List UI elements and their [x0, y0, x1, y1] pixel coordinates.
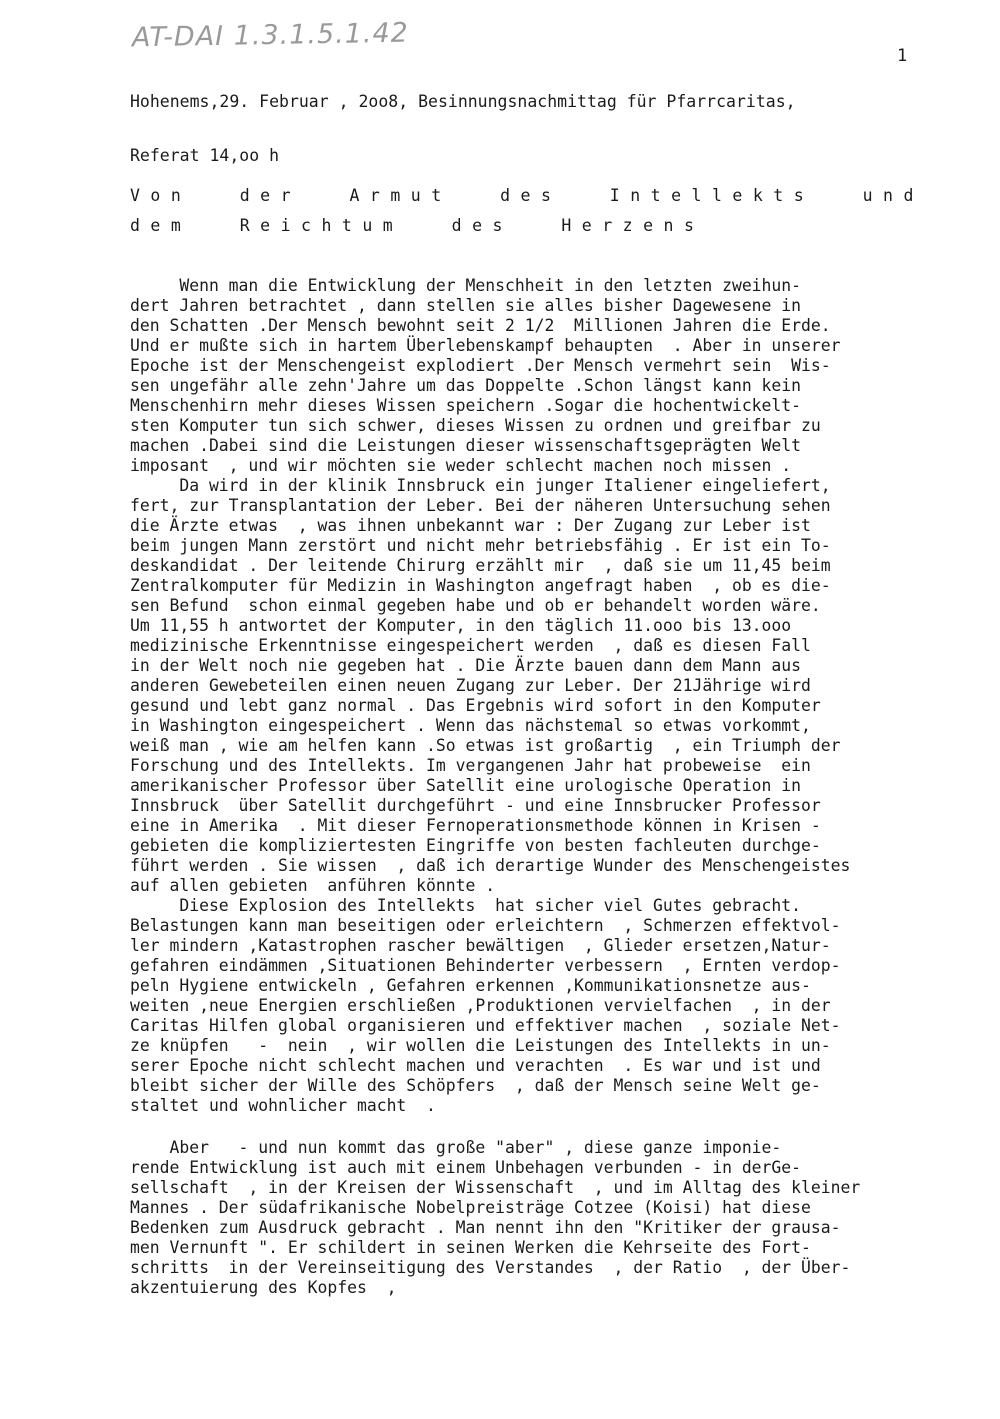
text-line: imposant , und wir möchten sie weder schlecht machen noch missen . — [130, 456, 792, 475]
text-line: sellschaft , in der Kreisen der Wissenschaft , und im Alltag des kleiner — [130, 1178, 861, 1197]
text-line: fert, zur Transplantation der Leber. Bei der näheren Untersuchung sehen — [130, 496, 831, 515]
body-text-block-2 — [130, 1138, 990, 1298]
text-line: Epoche ist der Menschengeist explodiert .Der Mensch vermehrt sein Wis- — [130, 356, 831, 375]
text-line: sen ungefähr alle zehn'Jahre um das Doppelte .Schon längst kann kein — [130, 376, 802, 395]
text-line: schritts in der Vereinseitigung des Verstandes , der Ratio , der Über- — [130, 1258, 851, 1277]
text-line: die Ärzte etwas , was ihnen unbekannt war : Der Zugang zur Leber ist — [130, 516, 811, 535]
text-line: Belastungen kann man beseitigen oder erleichtern , Schmerzen effektvol- — [130, 916, 841, 935]
text-line: sten Komputer tun sich schwer, dieses Wissen zu ordnen und greifbar zu — [130, 416, 821, 435]
text-line: gefahren eindämmen ,Situationen Behinderter verbessern , Ernten verdop- — [130, 956, 841, 975]
text-line: dert Jahren betrachtet , dann stellen sie alles bisher Dagewesene in — [130, 296, 802, 315]
text-line: in Washington eingespeichert . Wenn das nächstemal so etwas vorkommt, — [130, 716, 811, 735]
text-line: Zentralkomputer für Medizin in Washington angefragt haben , ob es die- — [130, 576, 831, 595]
text-line: Aber - und nun kommt das große "aber" , diese ganze imponie- — [130, 1138, 782, 1157]
text-line: anderen Gewebeteilen einen neuen Zugang zur Leber. Der 21Jährige wird — [130, 676, 811, 695]
text-line: in der Welt noch nie gegeben hat . Die Ärzte bauen dann dem Mann aus — [130, 656, 802, 675]
text-line: medizinische Erkenntnisse eingespeichert werden , daß es diesen Fall — [130, 636, 811, 655]
text-line: beim jungen Mann zerstört und nicht mehr betriebsfähig . Er ist ein To- — [130, 536, 831, 555]
text-line: peln Hygiene entwickeln , Gefahren erkennen ,Kommunikationsnetze aus- — [130, 976, 811, 995]
text-line: ze knüpfen - nein , wir wollen die Leistungen des Intellekts in un- — [130, 1036, 831, 1055]
text-line: Da wird in der klinik Innsbruck ein junger Italiener eingeliefert, — [130, 476, 831, 495]
text-line: Diese Explosion des Intellekts hat sicher viel Gutes gebracht. — [130, 896, 802, 915]
text-line: rende Entwicklung ist auch mit einem Unbehagen verbunden - in derGe- — [130, 1158, 802, 1177]
text-line: men Vernunft ". Er schildert in seinen Werken die Kehrseite des Fort- — [130, 1238, 811, 1257]
text-line: auf allen gebieten anführen könnte . — [130, 876, 496, 895]
title-line-2: dem Reichtum des Herzens — [130, 216, 705, 235]
text-line: serer Epoche nicht schlecht machen und verachten . Es war und ist und — [130, 1056, 821, 1075]
archive-stamp: AT-DAI 1.3.1.5.1.42 — [131, 17, 410, 54]
page-number: 1 — [897, 46, 908, 66]
body-text-block-1 — [130, 276, 990, 1116]
header-line: Hohenems,29. Februar , 2oo8, Besinnungsnachmittag für Pfarrcaritas, — [130, 92, 796, 111]
text-line: bleibt sicher der Wille des Schöpfers , daß der Mensch seine Welt ge- — [130, 1076, 821, 1095]
text-line: gesund und lebt ganz normal . Das Ergebnis wird sofort in den Komputer — [130, 696, 821, 715]
text-line: ler mindern ,Katastrophen rascher bewältigen , Glieder ersetzen,Natur- — [130, 936, 831, 955]
text-line: Mannes . Der südafrikanische Nobelpreisträge Cotzee (Koisi) hat diese — [130, 1198, 811, 1217]
text-line: weiten ,neue Energien erschließen ,Produktionen vervielfachen , in der — [130, 996, 831, 1015]
text-line: führt werden . Sie wissen , daß ich derartige Wunder des Menschengeistes — [130, 856, 851, 875]
text-line: Caritas Hilfen global organisieren und effektiver machen , soziale Net- — [130, 1016, 841, 1035]
text-line: staltet und wohnlicher macht . — [130, 1096, 436, 1115]
lecture-time: Referat 14,oo h — [130, 146, 280, 165]
text-line: Menschenhirn mehr dieses Wissen speichern .Sogar die hochentwickelt- — [130, 396, 802, 415]
text-line: amerikanischer Professor über Satellit eine urologische Operation in — [130, 776, 802, 795]
text-line: weiß man , wie am helfen kann .So etwas ist großartig , ein Triumph der — [130, 736, 841, 755]
text-line: Wenn man die Entwicklung der Menschheit in den letzten zweihun- — [130, 276, 802, 295]
text-line: den Schatten .Der Mensch bewohnt seit 2 1/2 Millionen Jahren die Erde. — [130, 316, 831, 335]
text-line: eine in Amerika . Mit dieser Fernoperationsmethode können in Krisen - — [130, 816, 821, 835]
text-line: gebieten die kompliziertesten Eingriffe von besten fachleuten durchge- — [130, 836, 821, 855]
text-line: machen .Dabei sind die Leistungen dieser wissenschaftsgeprägten Welt — [130, 436, 802, 455]
text-line: Um 11,55 h antwortet der Komputer, in den täglich 11.ooo bis 13.ooo — [130, 616, 792, 635]
title-line-1: Von der Armut des Intellekts und — [130, 186, 924, 205]
text-line: Forschung und des Intellekts. Im vergangenen Jahr hat probeweise ein — [130, 756, 811, 775]
text-line: deskandidat . Der leitende Chirurg erzählt mir , daß sie um 11,45 beim — [130, 556, 831, 575]
text-line: sen Befund schon einmal gegeben habe und ob er behandelt worden wäre. — [130, 596, 821, 615]
text-line: Bedenken zum Ausdruck gebracht . Man nennt ihn den "Kritiker der grausa- — [130, 1218, 841, 1237]
text-line: Innsbruck über Satellit durchgeführt - und eine Innsbrucker Professor — [130, 796, 821, 815]
text-line: akzentuierung des Kopfes , — [130, 1278, 397, 1297]
text-line: Und er mußte sich in hartem Überlebenskampf behaupten . Aber in unserer — [130, 336, 841, 355]
